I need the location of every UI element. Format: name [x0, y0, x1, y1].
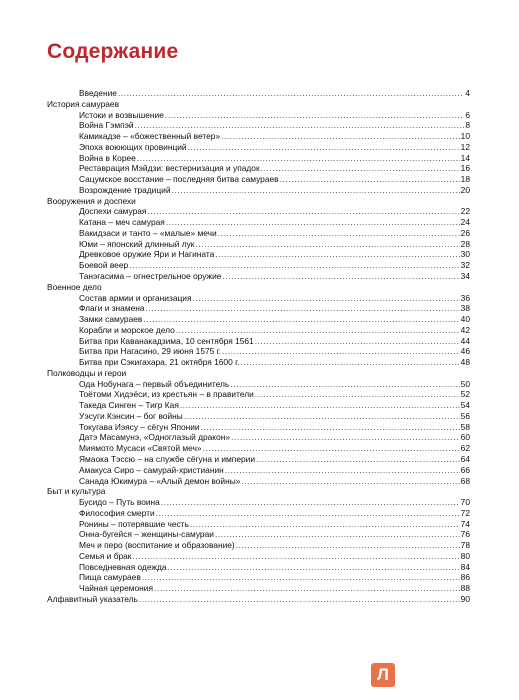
toc-page-number: 4: [465, 87, 470, 98]
toc-entry-title: Военное дело: [47, 281, 102, 292]
toc-entry: [47, 551, 470, 562]
toc-page-number: 26: [460, 227, 470, 238]
toc-entry: [47, 239, 470, 250]
toc-entry-title: Ямаока Тэссю – на службе сёгуна и империи: [79, 454, 256, 465]
toc-entry: [47, 583, 470, 594]
toc-entry: [47, 260, 470, 271]
toc-entry: [47, 422, 470, 433]
dot-leader: [255, 389, 460, 400]
dot-leader: [188, 142, 460, 153]
toc-page-number: 76: [460, 529, 470, 540]
toc-section: [47, 282, 470, 293]
dot-leader: [203, 443, 460, 454]
dot-leader: [176, 325, 460, 336]
toc-entry: [47, 540, 470, 551]
toc-entry: [47, 325, 470, 336]
dot-leader: [147, 206, 459, 217]
toc-page-number: 90: [460, 593, 470, 604]
dot-leader: [195, 239, 459, 250]
toc-entry-title: Вакидзаси и танто – «малые» мечи: [79, 227, 217, 238]
toc-entry-title: Доспехи самурая: [79, 206, 147, 217]
toc-page-number: 10: [460, 131, 470, 142]
toc-entry: [47, 433, 470, 444]
toc-entry-title: Камикадзе – «божественный ветер»: [79, 131, 221, 142]
toc-entry-title: История самураев: [47, 98, 120, 109]
toc-page-number: 80: [460, 550, 470, 561]
toc-entry: [47, 389, 470, 400]
toc-entry-title: Битва при Нагасино, 29 июня 1575 г.: [79, 346, 221, 357]
toc-page-number: 22: [460, 206, 470, 217]
dot-leader: [146, 303, 460, 314]
publisher-logo-icon: Л: [371, 663, 395, 687]
dot-leader: [221, 131, 460, 142]
toc-page-number: 78: [460, 540, 470, 551]
dot-leader: [230, 379, 459, 390]
dot-leader: [139, 594, 460, 605]
dot-leader: [166, 217, 460, 228]
toc-entry: [47, 572, 470, 583]
dot-leader: [143, 314, 459, 325]
toc-entry-title: Чайная церемония: [79, 583, 153, 594]
toc-entry: [47, 110, 470, 121]
toc-page-number: 86: [460, 572, 470, 583]
dot-leader: [137, 153, 460, 164]
toc-entry-title: Корабли и морское дело: [79, 324, 175, 335]
toc-page-number: 56: [460, 410, 470, 421]
toc-page-number: 30: [460, 249, 470, 260]
toc-entry-title: Состав армии и организация: [79, 292, 192, 303]
toc-page-number: 12: [460, 141, 470, 152]
toc-entry-title: Битва при Сэкигахара, 21 октября 1600 г.: [79, 357, 240, 368]
toc-entry-title: Датэ Масамунэ, «Одноглазый дракон»: [79, 432, 230, 443]
dot-leader: [156, 508, 460, 519]
toc-entry: [47, 88, 470, 99]
toc-entry-title: Санада Юкимура – «Алый демон войны»: [79, 475, 241, 486]
toc-page-number: 60: [460, 432, 470, 443]
toc-entry: [47, 174, 470, 185]
dot-leader: [241, 476, 459, 487]
toc-entry: [47, 336, 470, 347]
dot-leader: [165, 110, 464, 121]
toc-page-number: 54: [460, 400, 470, 411]
toc-entry-title: Повседневная одежда: [79, 561, 167, 572]
dot-leader: [218, 228, 460, 239]
dot-leader: [190, 519, 460, 530]
toc-entry: [47, 411, 470, 422]
toc-page-number: 20: [460, 184, 470, 195]
toc-entry-title: Реставрация Мэйдзи: вестернизация и упадок: [79, 163, 260, 174]
page-title: Содержание: [47, 40, 179, 63]
toc-entry-title: Битва при Каванакадзима, 10 сентября 1561: [79, 335, 254, 346]
toc-page-number: 28: [460, 238, 470, 249]
dot-leader: [154, 583, 460, 594]
table-of-contents: [47, 88, 470, 605]
dot-leader: [135, 120, 465, 131]
toc-entry: [47, 185, 470, 196]
toc-entry: [47, 271, 470, 282]
toc-page-number: 48: [460, 357, 470, 368]
toc-page-number: 66: [460, 464, 470, 475]
toc-entry: [47, 357, 470, 368]
toc-entry-title: Онна-бугейся – женщины-самураи: [79, 529, 214, 540]
dot-leader: [261, 163, 460, 174]
toc-entry-title: Бусидо – Путь воина: [79, 497, 160, 508]
toc-page-number: 16: [460, 163, 470, 174]
toc-entry-title: Пища самураев: [79, 572, 141, 583]
toc-entry-title: Флаги и знамена: [79, 303, 145, 314]
toc-entry-title: Тоётоми Хидэёси, из крестьян – в правители: [79, 389, 254, 400]
dot-leader: [201, 422, 460, 433]
toc-page-number: 42: [460, 324, 470, 335]
toc-entry-title: Возрождение традиций: [79, 184, 171, 195]
toc-entry: [47, 476, 470, 487]
toc-entry: [47, 465, 470, 476]
toc-page-number: 46: [460, 346, 470, 357]
toc-entry: [47, 293, 470, 304]
toc-page-number: 14: [460, 152, 470, 163]
toc-entry: [47, 454, 470, 465]
toc-entry-title: Сацумское восстание – последняя битва самураев: [79, 174, 279, 185]
toc-entry-title: Ода Нобунага – первый объединитель: [79, 378, 230, 389]
toc-entry: [47, 529, 470, 540]
toc-entry-title: Полководцы и герои: [47, 367, 127, 378]
toc-page-number: 52: [460, 389, 470, 400]
toc-entry-title: Эпоха воюющих провинций: [79, 141, 187, 152]
toc-entry-title: Катана – меч самурая: [79, 217, 165, 228]
dot-leader: [236, 540, 460, 551]
toc-section: [47, 368, 470, 379]
dot-leader: [118, 88, 464, 99]
toc-page-number: 62: [460, 443, 470, 454]
toc-entry-title: Быт и культура: [47, 486, 106, 497]
toc-entry-title: Боевой веер: [79, 260, 129, 271]
toc-entry: [47, 346, 470, 357]
toc-entry-title: Уэсуги Кэнсин – бог войны: [79, 410, 183, 421]
toc-page-number: 38: [460, 303, 470, 314]
dot-leader: [280, 174, 460, 185]
toc-page-number: 50: [460, 378, 470, 389]
toc-entry-title: Замки самураев: [79, 314, 143, 325]
toc-entry: [47, 153, 470, 164]
toc-page-number: 70: [460, 497, 470, 508]
toc-entry-title: Война в Корее: [79, 152, 136, 163]
toc-entry: [47, 562, 470, 573]
toc-entry: [47, 443, 470, 454]
toc-page-number: 8: [465, 120, 470, 131]
toc-entry-title: Вооружения и доспехи: [47, 195, 136, 206]
toc-page-number: 64: [460, 454, 470, 465]
toc-page-number: 68: [460, 475, 470, 486]
toc-page-number: 84: [460, 561, 470, 572]
dot-leader: [129, 260, 460, 271]
dot-leader: [132, 551, 459, 562]
toc-entry-title: Юми – японский длинный лук: [79, 238, 195, 249]
toc-section: [47, 99, 470, 110]
toc-entry: [47, 217, 470, 228]
toc-page-number: 36: [460, 292, 470, 303]
toc-entry: [47, 497, 470, 508]
toc-entry-title: Древковое оружие Яри и Нагината: [79, 249, 215, 260]
dot-leader: [240, 357, 459, 368]
dot-leader: [168, 562, 460, 573]
toc-entry-title: Введение: [79, 87, 117, 98]
toc-entry-title: Токугава Иэясу – сёгун Японии: [79, 421, 200, 432]
toc-entry-title: Алфавитный указатель: [47, 593, 138, 604]
toc-entry: [47, 314, 470, 325]
toc-page-number: 72: [460, 507, 470, 518]
toc-entry-title: Война Гэмпэй: [79, 120, 134, 131]
toc-entry: [47, 131, 470, 142]
dot-leader: [180, 400, 460, 411]
toc-entry-title: Ронины – потерявшие честь: [79, 518, 189, 529]
toc-page-number: 40: [460, 314, 470, 325]
toc-entry-title: Миямото Мусаси «Святой меч»: [79, 443, 202, 454]
toc-entry-title: Семья и брак: [79, 550, 132, 561]
dot-leader: [222, 271, 459, 282]
toc-entry: [47, 400, 470, 411]
dot-leader: [231, 432, 460, 443]
toc-entry-title: Истоки и возвышение: [79, 109, 164, 120]
toc-entry: [47, 249, 470, 260]
dot-leader: [225, 465, 460, 476]
toc-section: [47, 594, 470, 605]
dot-leader: [222, 346, 460, 357]
dot-leader: [215, 529, 460, 540]
dot-leader: [256, 454, 460, 465]
toc-section: [47, 196, 470, 207]
toc-page-number: 6: [465, 109, 470, 120]
toc-entry: [47, 519, 470, 530]
toc-page-number: 32: [460, 260, 470, 271]
toc-page-number: 58: [460, 421, 470, 432]
dot-leader: [142, 572, 460, 583]
toc-entry-title: Меч и перо (воспитание и образование): [79, 540, 235, 551]
dot-leader: [161, 497, 460, 508]
toc-page-number: 88: [460, 583, 470, 594]
toc-section: [47, 486, 470, 497]
toc-page-number: 74: [460, 518, 470, 529]
toc-entry: [47, 228, 470, 239]
toc-entry: [47, 379, 470, 390]
dot-leader: [215, 249, 459, 260]
toc-entry: [47, 142, 470, 153]
toc-entry-title: Философия смерти: [79, 507, 155, 518]
toc-page-number: 34: [460, 271, 470, 281]
dot-leader: [172, 185, 460, 196]
toc-entry-title: Амакуса Сиро – самурай-христианин: [79, 464, 224, 475]
toc-entry: [47, 120, 470, 131]
dot-leader: [193, 293, 460, 304]
toc-entry: [47, 303, 470, 314]
toc-entry: [47, 206, 470, 217]
toc-page-number: 44: [460, 335, 470, 346]
toc-entry-title: Такеда Синген – Тигр Кая: [79, 400, 179, 411]
toc-page-number: 24: [460, 217, 470, 228]
toc-entry-title: Танэгасима – огнестрельное оружие: [79, 271, 222, 281]
toc-entry: [47, 163, 470, 174]
toc-entry: [47, 508, 470, 519]
dot-leader: [255, 336, 460, 347]
toc-page-number: 18: [460, 174, 470, 185]
dot-leader: [184, 411, 460, 422]
